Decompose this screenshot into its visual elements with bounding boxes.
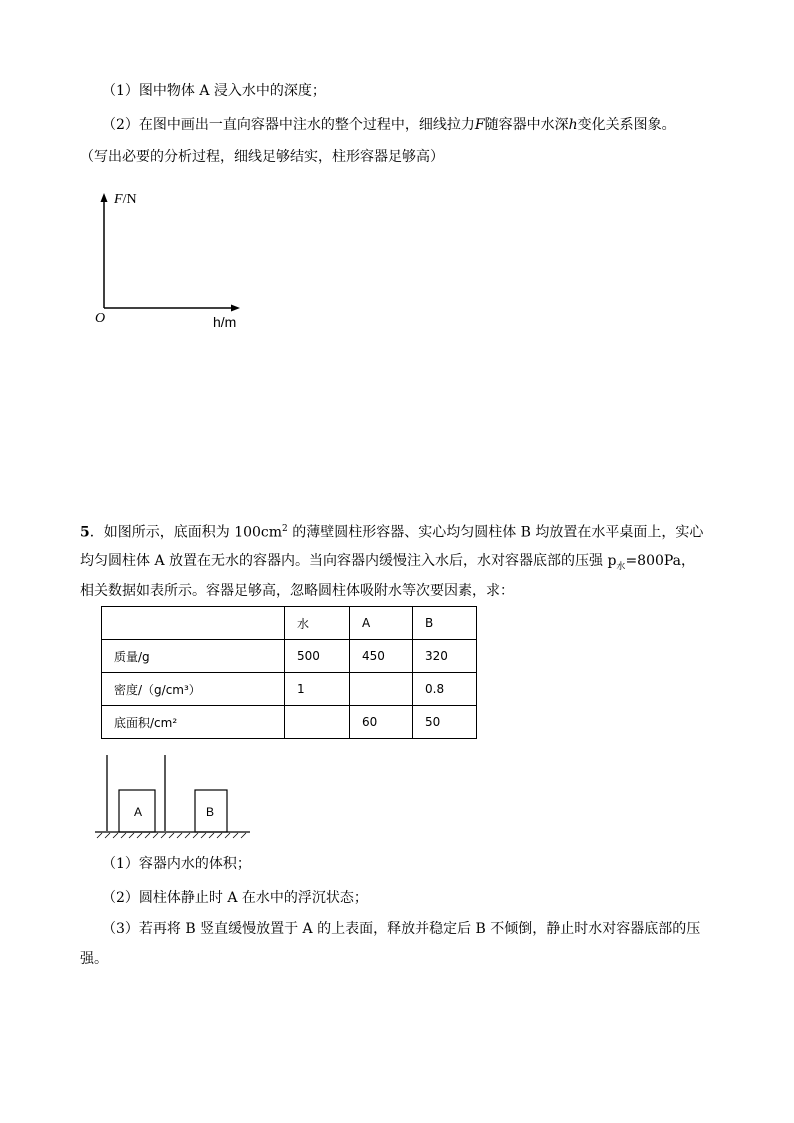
q5-sub3-line1: （3）若再将 B 竖直缓慢放置于 A 的上表面，释放并稳定后 B 不倾倒，静止时水对容器底部的压: [102, 921, 701, 937]
q5-stem2-sub: 水: [616, 561, 626, 572]
table-header-cell: [102, 607, 285, 640]
table-cell: 50: [413, 706, 477, 739]
x-axis-label: h/m: [213, 314, 237, 330]
table-cell: 320: [413, 640, 477, 673]
y-axis-label-var: F: [114, 192, 123, 207]
table-row: [102, 706, 477, 739]
origin-label: O: [95, 311, 106, 326]
q5-stem1-b: 的薄壁圆柱形容器、实心均匀圆柱体 B 均放置在水平桌面上，实心: [287, 524, 704, 541]
q5-stem-line1: [80, 520, 703, 542]
table-cell: 450: [350, 640, 413, 673]
q5-sub2: （2）圆柱体静止时 A 在水中的浮沉状态；: [102, 890, 368, 906]
q5-number: 5: [80, 524, 90, 541]
table-cell: [350, 673, 413, 706]
q5-sub1: （1）容器内水的体积；: [102, 856, 251, 872]
table-cell: 1: [285, 673, 350, 706]
q5-stem2-b: =800Pa，: [625, 553, 696, 569]
table-cell: [285, 706, 350, 739]
q4-sub2-text-mid: 随容器中水深: [484, 117, 569, 133]
container-figure: [92, 752, 262, 842]
q4-sub2-text-pre: （2）在图中画出一直向容器中注水的整个过程中，细线拉力: [102, 117, 475, 133]
q4-sub2-var-f: F: [474, 117, 485, 133]
q5-stem2-a: 均匀圆柱体 A 放置在无水的容器内。当向容器内缓慢注入水后，水对容器底部的压强 p: [80, 553, 617, 569]
table-cell: 0.8: [413, 673, 477, 706]
ground-hatching: [97, 833, 246, 838]
table-cell: 质量/g: [102, 640, 285, 673]
table-header-cell: B: [413, 607, 477, 640]
table-row: [102, 640, 477, 673]
q5-sub3-line2: 强。: [80, 951, 108, 967]
q4-sub2-var-h: h: [568, 117, 578, 133]
table-header-row: [102, 607, 477, 640]
q5-data-table: [101, 606, 477, 739]
table-cell: 60: [350, 706, 413, 739]
table-cell: 密度/（g/cm³）: [102, 673, 285, 706]
q4-sub2: [102, 116, 676, 134]
y-axis-label-unit: /N: [122, 192, 137, 207]
q4-sub1: （1）图中物体 A 浸入水中的深度；: [102, 83, 326, 99]
y-axis-label: [114, 192, 137, 208]
x-axis-arrow: [231, 305, 240, 312]
q5-stem1-sup: 2: [282, 524, 288, 534]
table-header-cell: 水: [285, 607, 350, 640]
table-header-cell: A: [350, 607, 413, 640]
cylinder-b-label: B: [206, 805, 215, 819]
q4-note: （写出必要的分析过程，细线足够结实，柱形容器足够高）: [80, 149, 444, 165]
q4-sub2-text-post: 变化关系图象。: [577, 117, 676, 133]
y-axis-arrow: [101, 193, 108, 202]
table-cell: 底面积/cm²: [102, 706, 285, 739]
q5-stem-line2: [80, 552, 695, 576]
cylinder-a-label: A: [134, 805, 143, 819]
table-cell: 500: [285, 640, 350, 673]
q5-stem-line3: 相关数据如表所示。容器足够高，忽略圆柱体吸附水等次要因素，求：: [80, 583, 514, 599]
table-row: [102, 673, 477, 706]
q5-stem1-a: ．如图所示，底面积为 100cm: [89, 524, 283, 541]
